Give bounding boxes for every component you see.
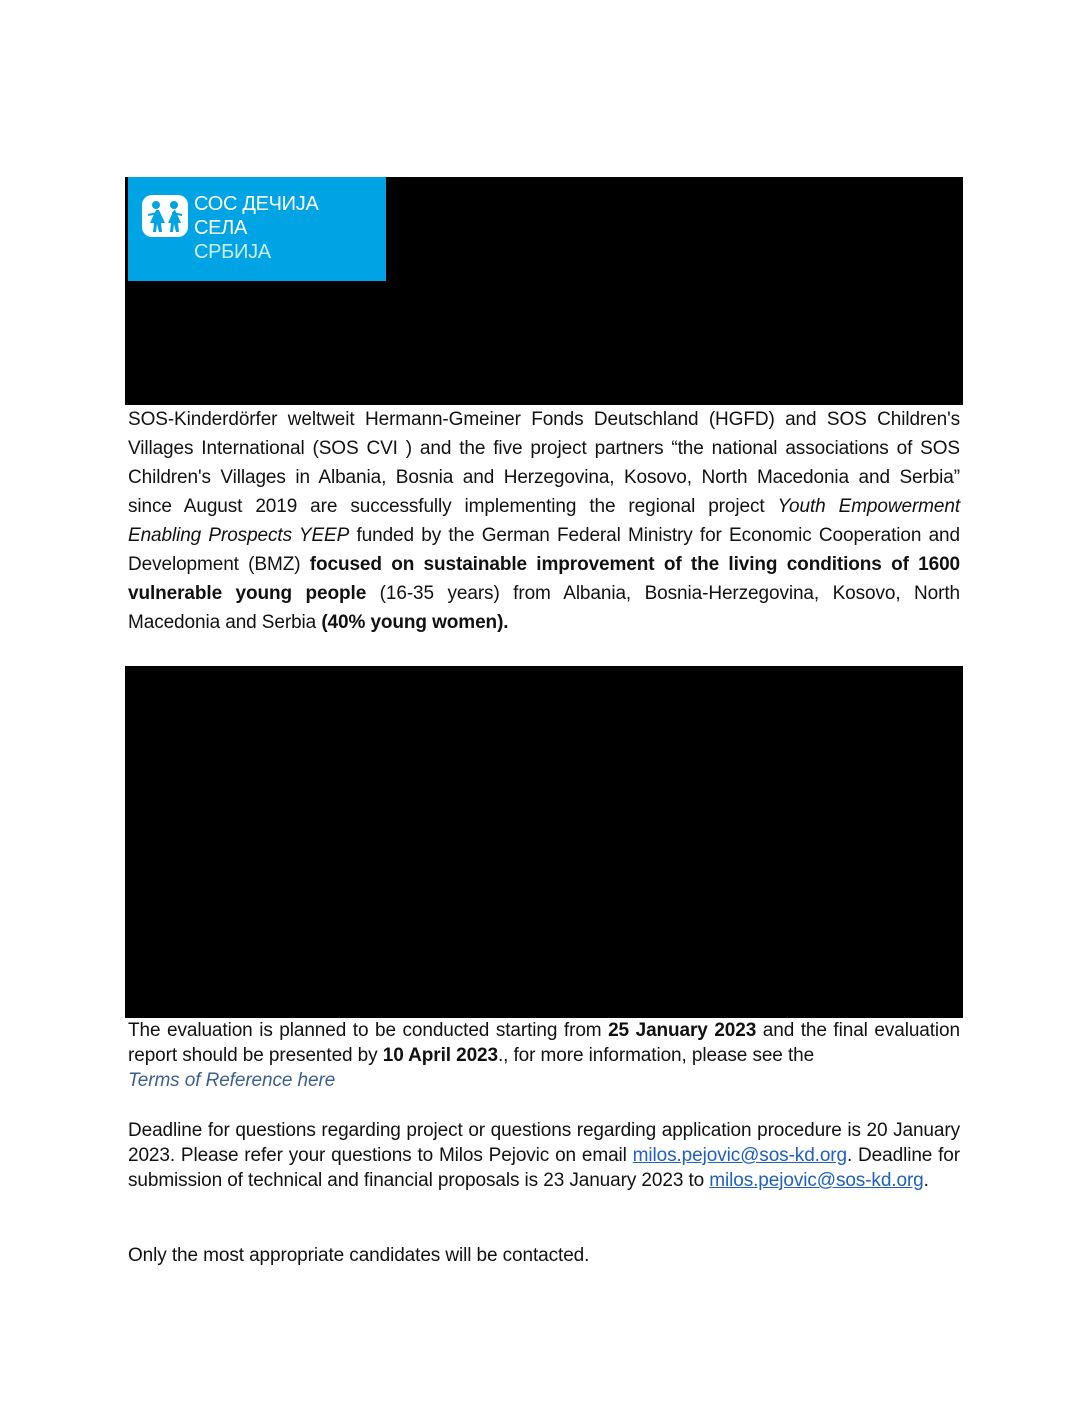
redacted-content-block	[125, 666, 963, 1018]
report-date: 10 April 2023	[382, 1045, 498, 1066]
closing-note	[128, 1243, 960, 1268]
email-link-2[interactable]: milos.pejovic@sos-kd.org	[709, 1170, 924, 1191]
logo-line-2: СЕЛА	[194, 217, 248, 239]
para2-text-3: and the final evaluation report should be presented by	[128, 1020, 960, 1066]
para1-text-3: funded by the German Federal Ministry for Economic Cooperation and Development (BMZ)	[128, 525, 960, 575]
sos-logo	[128, 177, 386, 281]
para2-text-5: ., for more information, please see the	[497, 1045, 815, 1066]
logo-text	[194, 192, 319, 264]
para3-text-2: . Deadline for submission of technical and financial proposals is 23 January 2023 to	[128, 1145, 961, 1191]
deadline-paragraph	[128, 1118, 960, 1193]
evaluation-schedule-paragraph	[128, 1018, 960, 1093]
project-focus: focused on sustainable improvement of the living conditions of 1600 vulnerable young people	[128, 554, 960, 604]
para1-text-5: (16-35 years) from Albania, Bosnia-Herzegovina, Kosovo, North Macedonia and Serbia	[128, 583, 960, 633]
start-date: 25 January 2023	[608, 1020, 757, 1041]
project-description-paragraph	[128, 405, 960, 637]
para3-text-1: Deadline for questions regarding project or questions regarding application procedure is 20 January 2023. Please refer your questions to Milos Pejovic on email	[128, 1120, 960, 1166]
para4-text-1: Only the most appropriate candidates will be contacted.	[128, 1245, 590, 1266]
logo-line-1: СОС ДЕЧИЈА	[194, 193, 319, 215]
project-name: Youth Empowerment Enabling Prospects YEEP	[128, 496, 961, 546]
para3-text-3: .	[923, 1170, 929, 1191]
women-share: (40% young women).	[321, 612, 509, 633]
logo-line-3: СРБИЈА	[194, 241, 271, 263]
para2-text-1: The evaluation is planned to be conducted starting from	[128, 1020, 609, 1041]
para1-text-1: SOS-Kinderdörfer weltweit Hermann-Gmeiner Fonds Deutschland (HGFD) and SOS Children's Villages International (SOS CVI ) and the five project partners “the national associations of SOS Children's Villages in Albania, Bosnia and Herzegovina, Kosovo, North Macedonia and Serbia” since August 2019 are successfully implementing the regional project	[128, 409, 960, 517]
children-figures-icon	[142, 195, 188, 237]
email-link-1[interactable]: milos.pejovic@sos-kd.org	[632, 1145, 848, 1166]
terms-of-reference-link[interactable]: Terms of Reference here	[128, 1070, 336, 1091]
